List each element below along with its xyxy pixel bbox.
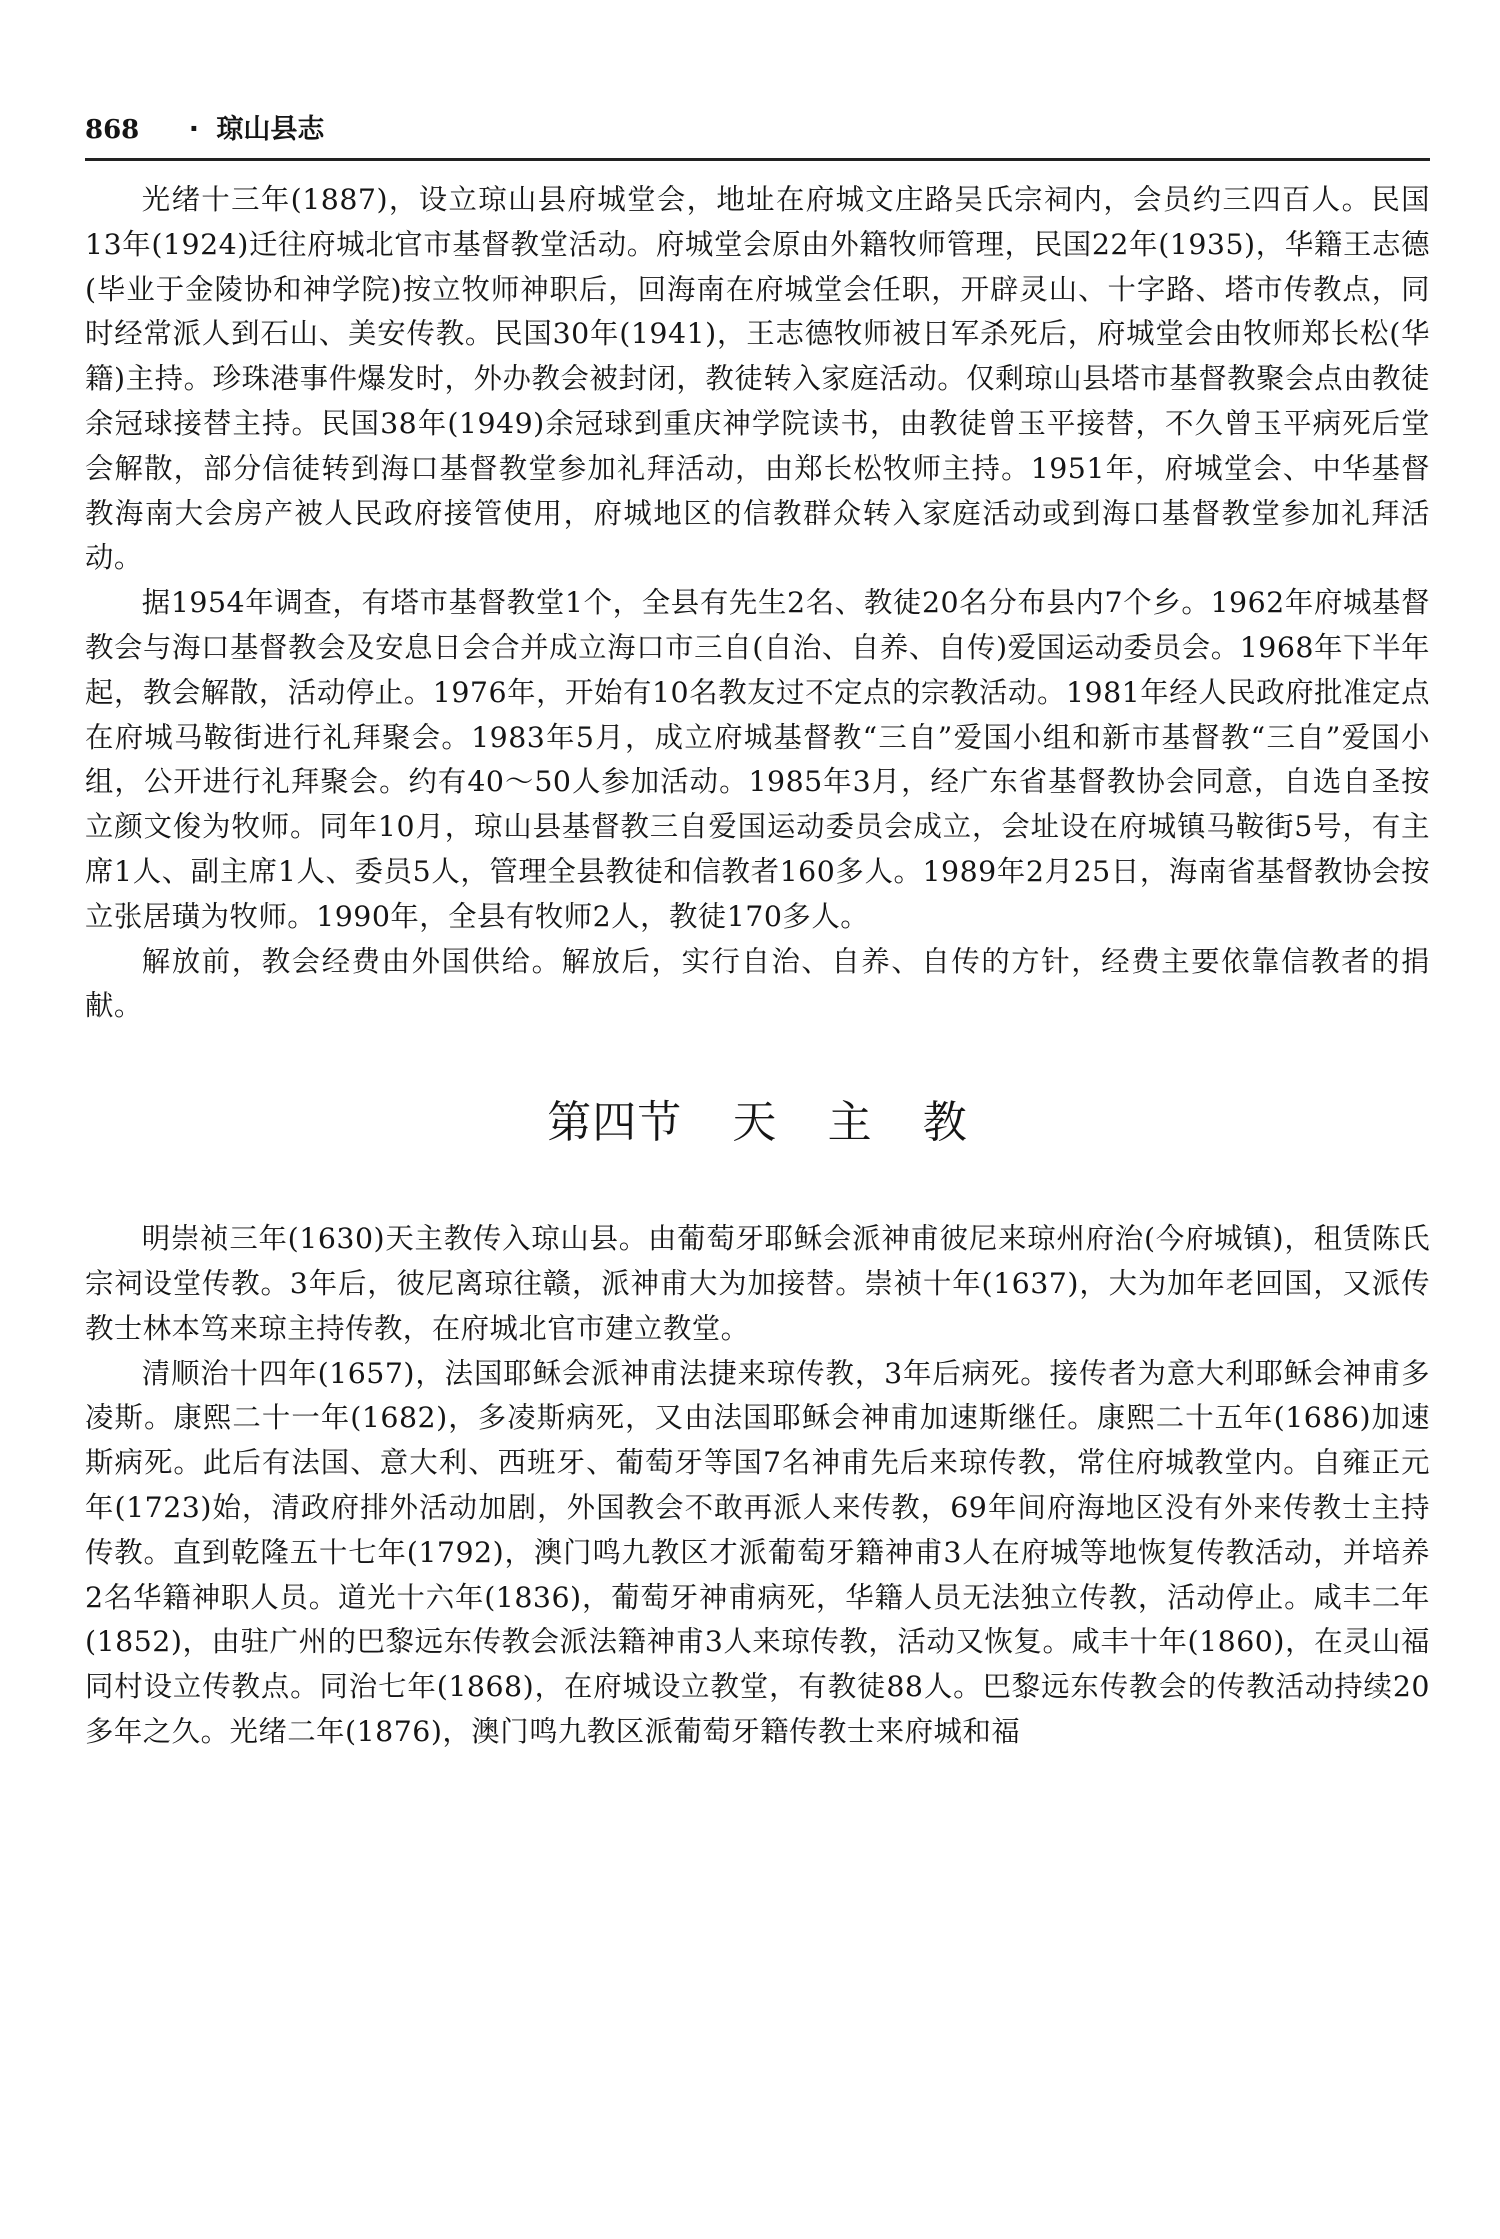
paragraph: 清顺治十四年(1657)，法国耶稣会派神甫法捷来琼传教，3年后病死。接传者为意大利耶稣会神甫多凌斯。康熙二十一年(1682)，多凌斯病死，又由法国耶稣会神甫加速斯继任。康熙二十五年(1686)加速斯病死。此后有法国、意大利、西班牙、葡萄牙等国7名神甫先后来琼传教，常住府城教堂内。自雍正元年(1723)始，清政府排外活动加剧，外国教会不敢再派人来传教，69年间府海地区没有外来传教士主持传教。直到乾隆五十七年(1792)，澳门鸣九教区才派葡萄牙籍神甫3人在府城等地恢复传教活动，并培养2名华籍神职人员。道光十六年(1836)，葡萄牙神甫病死，华籍人员无法独立传教，活动停止。咸丰二年(1852)，由驻广州的巴黎远东传教会派法籍神甫3人来琼传教，活动又恢复。咸丰十年(1860)，在灵山福同村设立传教点。同治七年(1868)，在府城设立教堂，有教徒88人。巴黎远东传教会的传教活动持续20多年之久。光绪二年(1876)，澳门鸣九教区派葡萄牙籍传教士来府城和福 bbox=[85, 1356, 1430, 1748]
running-header bbox=[85, 108, 1430, 161]
paragraph: 明崇祯三年(1630)天主教传入琼山县。由葡萄牙耶稣会派神甫彼尼来琼州府治(今府城镇)，租赁陈氏宗祠设堂传教。3年后，彼尼离琼往赣，派神甫大为加接替。崇祯十年(1637)，大为加年老回国，又派传教士林本笃来琼主持传教，在府城北官市建立教堂。 bbox=[85, 1222, 1430, 1345]
section-heading: 第四节 天 主 教 bbox=[547, 1097, 968, 1149]
paragraph: 解放前，教会经费由外国供给。解放后，实行自治、自养、自传的方针，经费主要依靠信教者的捐献。 bbox=[85, 944, 1430, 1023]
book-title: 琼山县志 bbox=[216, 114, 325, 145]
paragraph: 光绪十三年(1887)，设立琼山县府城堂会，地址在府城文庄路吴氏宗祠内，会员约三四百人。民国13年(1924)迁往府城北官市基督教堂活动。府城堂会原由外籍牧师管理，民国22年(1935)，华籍王志德(毕业于金陵协和神学院)按立牧师神职后，回海南在府城堂会任职，开辟灵山、十字路、塔市传教点，同时经常派人到石山、美安传教。民国30年(1941)，王志德牧师被日军杀死后，府城堂会由牧师郑长松(华籍)主持。珍珠港事件爆发时，外办教会被封闭，教徒转入家庭活动。仅剩琼山县塔市基督教聚会点由教徒余冠球接替主持。民国38年(1949)余冠球到重庆神学院读书，由教徒曾玉平接替，不久曾玉平病死后堂会解散，部分信徒转到海口基督教堂参加礼拜活动，由郑长松牧师主持。1951年，府城堂会、中华基督教海南大会房产被人民政府接管使用，府城地区的信教群众转入家庭活动或到海口基督教堂参加礼拜活动。 bbox=[85, 183, 1430, 575]
paragraph: 据1954年调查，有塔市基督教堂1个，全县有先生2名、教徒20名分布县内7个乡。1962年府城基督教会与海口基督教会及安息日会合并成立海口市三自(自治、自养、自传)爱国运动委员会。1968年下半年起，教会解散，活动停止。1976年，开始有10名教友过不定点的宗教活动。1981年经人民政府批准定点在府城马鞍街进行礼拜聚会。1983年5月，成立府城基督教“三自”爱国小组和新市基督教“三自”爱国小组，公开进行礼拜聚会。约有40～50人参加活动。1985年3月，经广东省基督教协会同意，自选自圣按立颜文俊为牧师。同年10月，琼山县基督教三自爱国运动委员会成立，会址设在府城镇马鞍街5号，有主席1人、副主席1人、委员5人，管理全县教徒和信教者160多人。1989年2月25日，海南省基督教协会按立张居璜为牧师。1990年，全县有牧师2人，教徒170多人。 bbox=[85, 586, 1430, 933]
body-text bbox=[85, 178, 1430, 1755]
page-number: 868 bbox=[85, 115, 140, 145]
header-separator: · bbox=[188, 114, 199, 145]
